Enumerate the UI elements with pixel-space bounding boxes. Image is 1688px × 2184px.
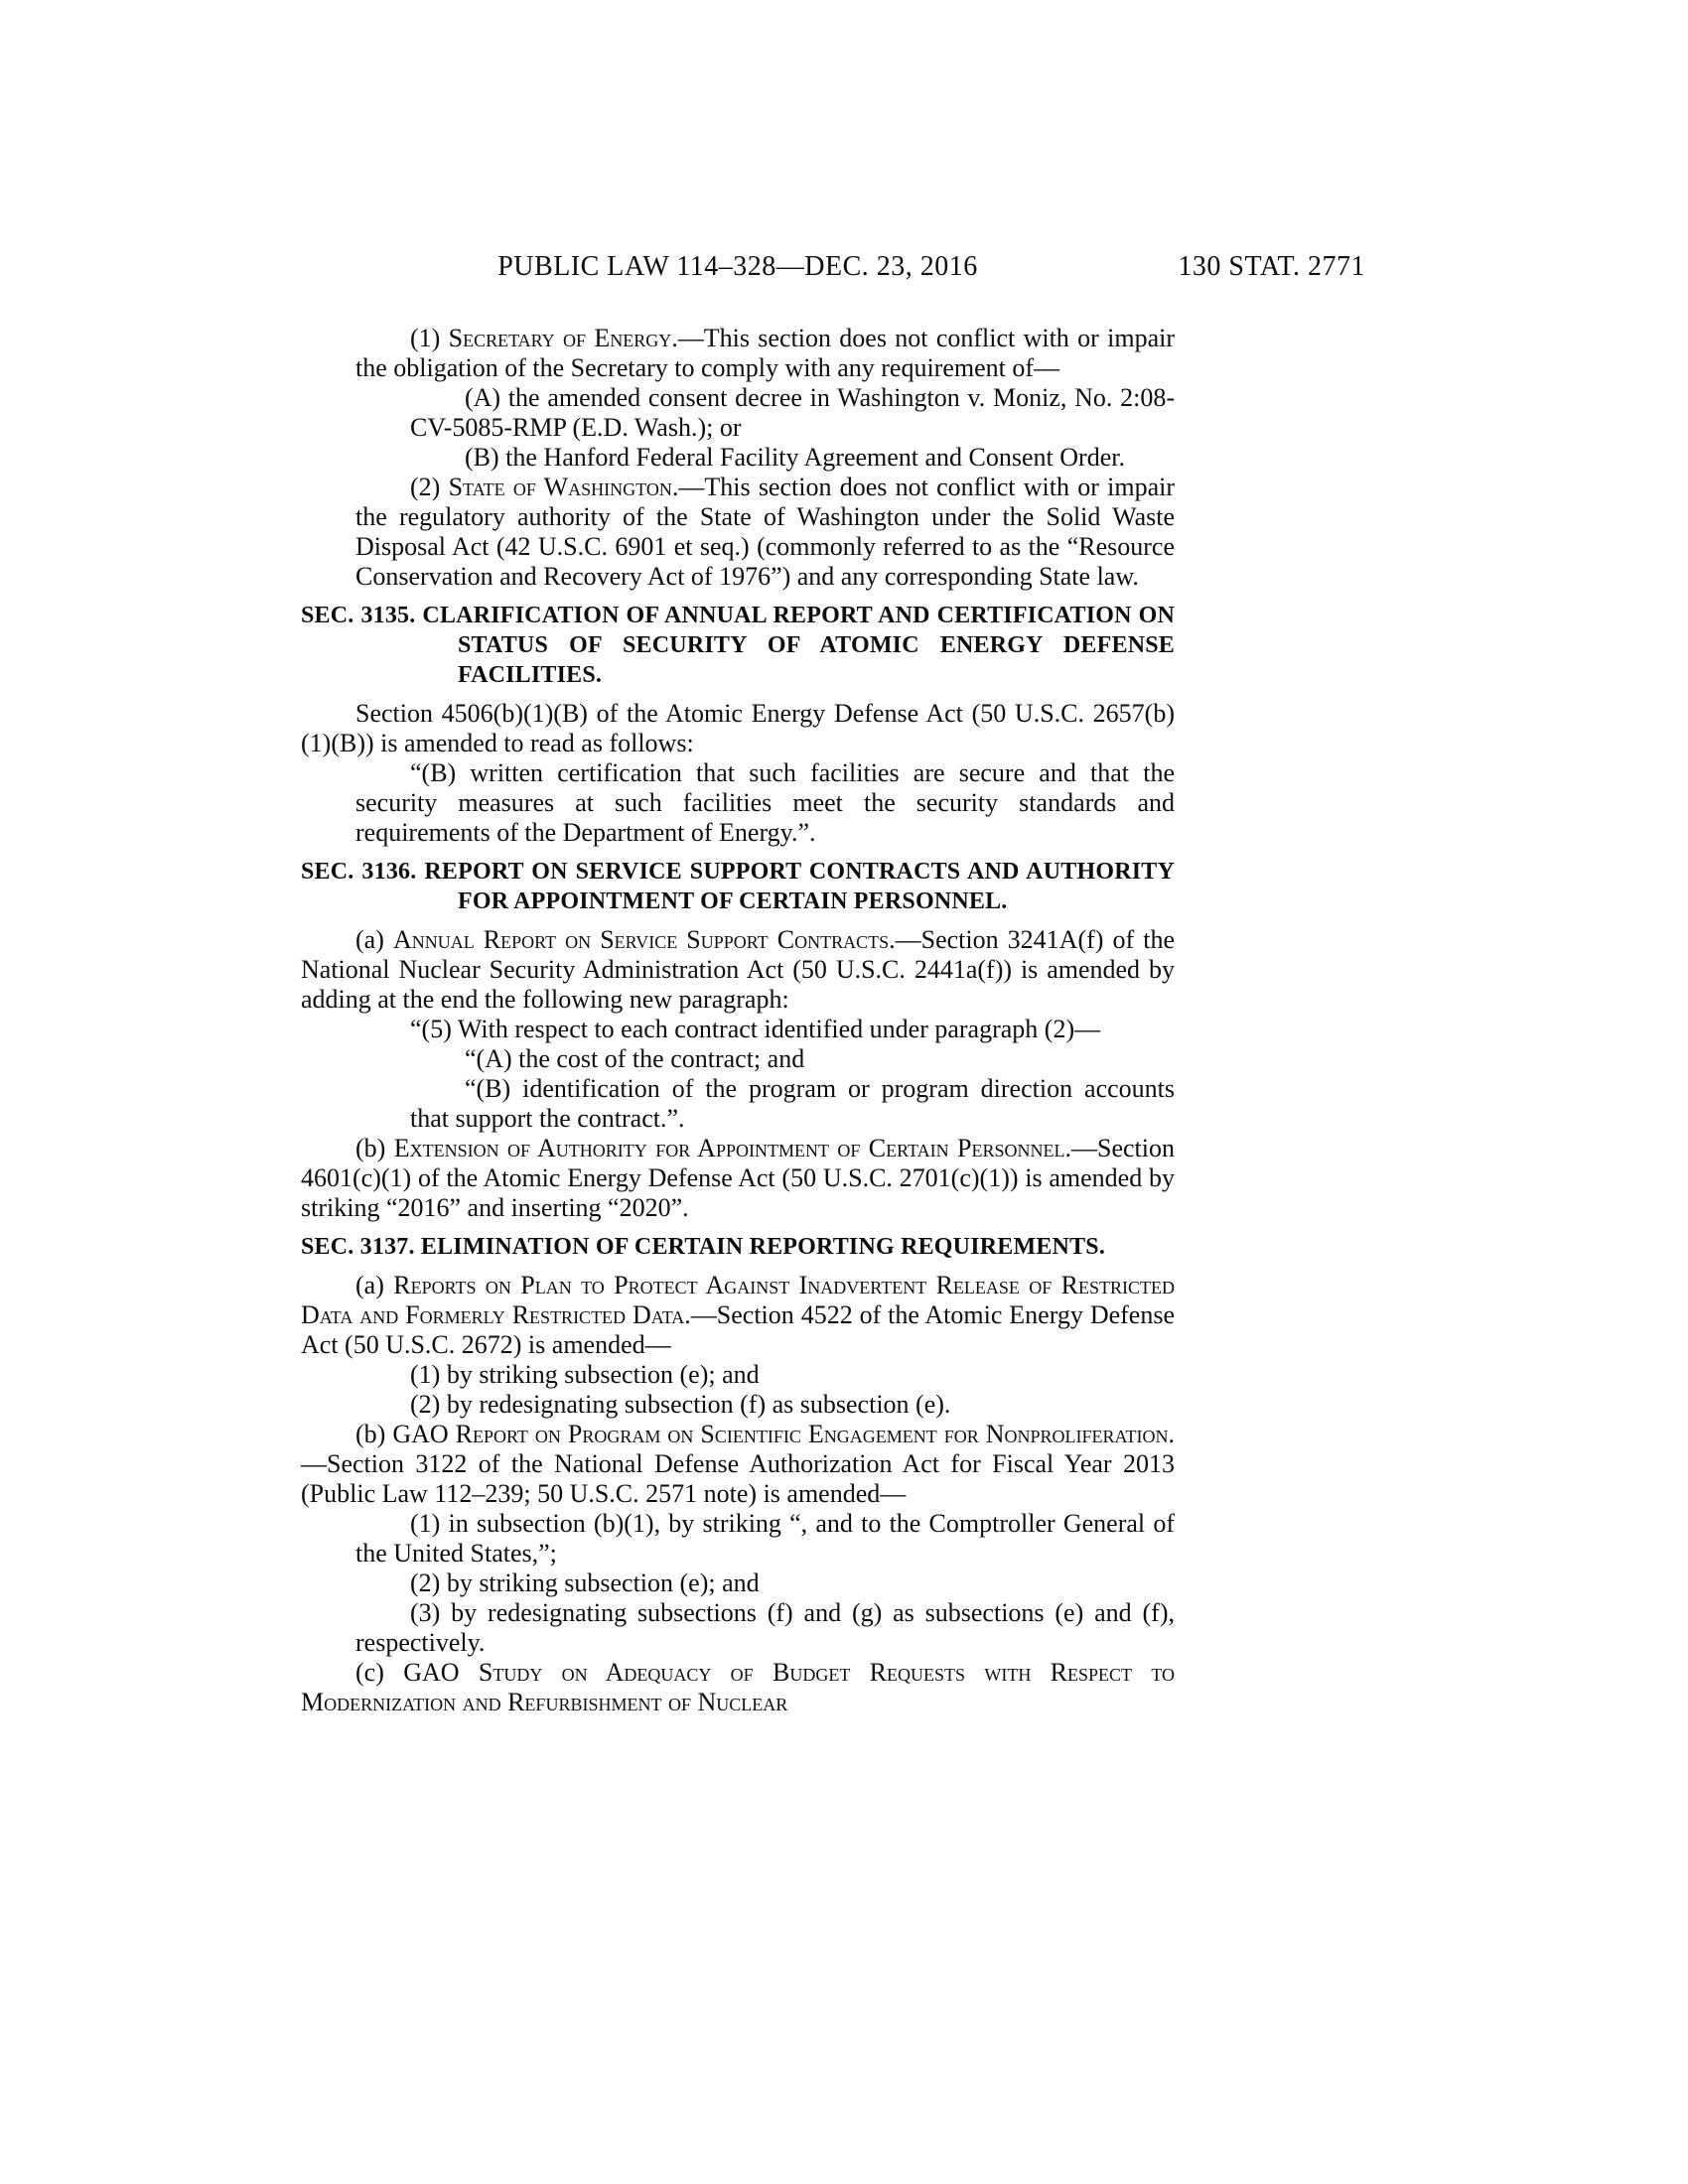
paragraph xyxy=(301,1271,1175,1360)
paragraph xyxy=(301,383,1175,443)
paragraph xyxy=(301,1390,1175,1420)
section-heading xyxy=(301,1232,1175,1262)
text-run: .—Section 3241A(f) of the National Nuclear Security Administration Act (50 U.S.C. 2441a(f)) is amended by adding at the end the following new paragraph: xyxy=(301,925,1175,1014)
paragraph xyxy=(301,1015,1175,1044)
paragraph xyxy=(301,443,1175,473)
paragraph xyxy=(301,1044,1175,1074)
text-run: (b) xyxy=(355,1420,393,1448)
text-run: (1) by striking subsection (e); and xyxy=(410,1360,760,1389)
text-run: (b) xyxy=(355,1134,394,1162)
section-number: SEC. 3137. xyxy=(301,1234,415,1260)
paragraph xyxy=(301,1598,1175,1658)
text-run: “(B) identification of the program or program direction accounts that support the contract.”. xyxy=(410,1074,1175,1133)
paragraph xyxy=(301,1658,1175,1717)
smallcaps-text: Extension of Authority for Appointment of Certain Personnel xyxy=(393,1134,1065,1162)
section-number: SEC. 3136. xyxy=(301,859,417,885)
smallcaps-text: State of Washington xyxy=(448,473,672,501)
paragraph xyxy=(301,1360,1175,1390)
text-run: (1) in subsection (b)(1), by striking “, and to the Comptroller General of the United States,”; xyxy=(355,1509,1175,1568)
text-run: Section 4506(b)(1)(B) of the Atomic Energy Defense Act (50 U.S.C. 2657(b)(1)(B)) is amended to read as follows: xyxy=(301,699,1175,757)
smallcaps-text: Secretary of Energy xyxy=(448,324,672,352)
section-number: SEC. 3135. xyxy=(301,603,416,628)
text-run: (3) by redesignating subsections (f) and (g) as subsections (e) and (f), respectively. xyxy=(355,1598,1175,1657)
text-run: (A) the amended consent decree in Washington v. Moniz, No. 2:08-CV-5085-RMP (E.D. Wash.); or xyxy=(410,383,1175,442)
text-run: .—Section 4522 of the Atomic Energy Defense Act (50 U.S.C. 2672) is amended— xyxy=(301,1300,1175,1359)
text-run: (c) xyxy=(355,1658,404,1687)
paragraph xyxy=(301,758,1175,848)
paragraph xyxy=(301,1509,1175,1569)
text-run: .—Section 3122 of the National Defense Authorization Act for Fiscal Year 2013 (Public Law 112–239; 50 U.S.C. 2571 note) is amended— xyxy=(301,1420,1175,1508)
text-run: (2) by redesignating subsection (f) as subsection (e). xyxy=(410,1390,951,1419)
text-run: (2) xyxy=(410,473,449,501)
smallcaps-text: Annual Report on Service Support Contracts xyxy=(392,925,890,954)
text-run: .—Section 4601(c)(1) of the Atomic Energy Defense Act (50 U.S.C. 2701(c)(1)) is amended by striking “2016” and inserting “2020”. xyxy=(301,1134,1175,1222)
paragraph xyxy=(301,473,1175,592)
section-heading xyxy=(301,857,1175,916)
text-run: (1) xyxy=(410,324,449,352)
text-run: (a) xyxy=(355,1271,394,1299)
text-run: “(A) the cost of the contract; and xyxy=(465,1044,805,1073)
paragraph xyxy=(301,1420,1175,1509)
section-title: CLARIFICATION OF ANNUAL REPORT AND CERTIFICATION ON STATUS OF SECURITY OF ATOMIC ENERGY DEFENSE FACILITIES. xyxy=(422,603,1176,688)
text-run: .—This section does not conflict with or impair the regulatory authority of the State of Washington under the Solid Waste Disposal Act (42 U.S.C. 6901 et seq.) (commonly referred to as the “Resource Conservation and Recovery Act of 1976”) and any corresponding State law. xyxy=(355,473,1175,591)
running-header xyxy=(0,250,1688,286)
section-heading xyxy=(301,601,1175,690)
paragraph xyxy=(301,1134,1175,1223)
smallcaps-text: Reports on Plan to Protect Against Inadvertent Release of Restricted Data and Formerly Restricted Data xyxy=(301,1271,1175,1329)
text-run: (a) xyxy=(355,925,393,954)
text-run: “(5) With respect to each contract identified under paragraph (2)— xyxy=(410,1015,1101,1043)
paragraph xyxy=(301,925,1175,1015)
text-run: (B) the Hanford Federal Facility Agreement and Consent Order. xyxy=(465,443,1125,472)
paragraph xyxy=(301,1569,1175,1598)
paragraph xyxy=(301,324,1175,383)
paragraph xyxy=(301,699,1175,758)
smallcaps-text: GAO Study on Adequacy of Budget Requests with Respect to Modernization and Refurbishment of Nuclear xyxy=(301,1658,1176,1716)
text-run: (2) by striking subsection (e); and xyxy=(410,1569,760,1597)
text-run: “(B) written certification that such facilities are secure and that the security measures at such facilities meet the security standards and requirements of the Department of Energy.”. xyxy=(355,758,1175,847)
text-run: .—This section does not conflict with or impair the obligation of the Secretary to comply with any requirement of— xyxy=(355,324,1175,382)
smallcaps-text: GAO Report on Program on Scientific Engagement for Nonproliferation xyxy=(392,1420,1169,1448)
paragraph xyxy=(301,1074,1175,1134)
section-title: REPORT ON SERVICE SUPPORT CONTRACTS AND AUTHORITY FOR APPOINTMENT OF CERTAIN PERSONNEL. xyxy=(424,859,1176,914)
section-title: ELIMINATION OF CERTAIN REPORTING REQUIREMENTS. xyxy=(420,1234,1106,1260)
stat-page-number: 130 STAT. 2771 xyxy=(1178,251,1365,282)
law-title: PUBLIC LAW 114–328—DEC. 23, 2016 xyxy=(497,251,978,282)
document-body xyxy=(301,324,1175,1717)
